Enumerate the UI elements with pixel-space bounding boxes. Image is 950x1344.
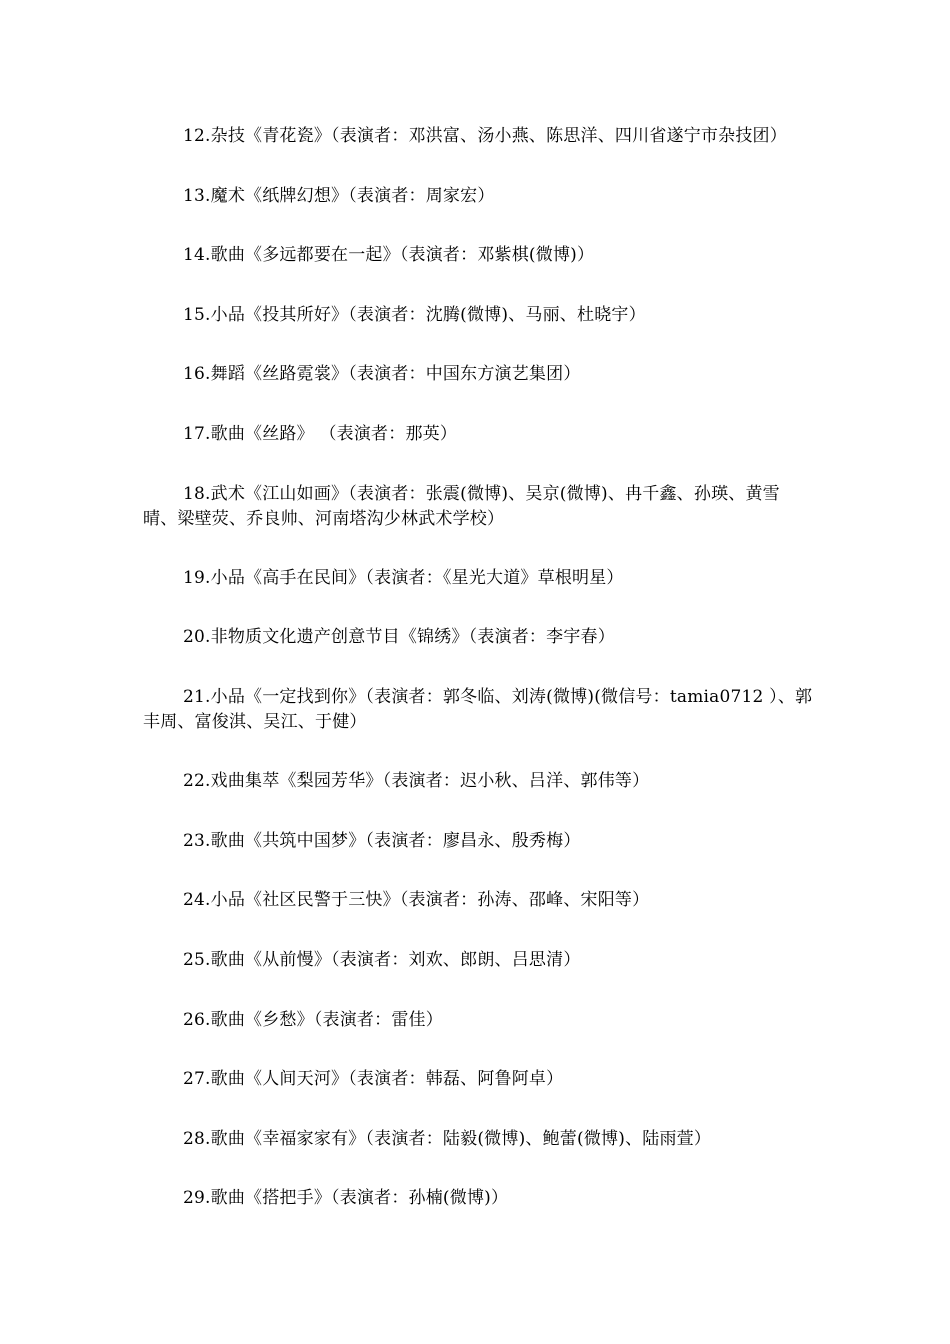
program-item-14: 14.歌曲《多远都要在一起》（表演者：邓紫棋(微博)） [183,245,595,265]
program-item-27: 27.歌曲《人间天河》（表演者：韩磊、阿鲁阿卓） [183,1069,564,1089]
program-item-25: 25.歌曲《从前慢》（表演者：刘欢、郎朗、吕思清） [183,950,581,970]
program-item-23: 23.歌曲《共筑中国梦》（表演者：廖昌永、殷秀梅） [183,831,581,851]
program-item-26: 26.歌曲《乡愁》（表演者：雷佳） [183,1010,443,1030]
program-item-19: 19.小品《高手在民间》（表演者：《星光大道》草根明星） [183,568,624,588]
program-item-15: 15.小品《投其所好》（表演者：沈腾(微博)、马丽、杜晓宇） [183,305,646,325]
program-item-29: 29.歌曲《搭把手》（表演者：孙楠(微博)） [183,1188,509,1208]
program-item-21: 21.小品《一定找到你》（表演者：郭冬临、刘涛(微博)(微信号：tamia0712 ）、郭丰周、富俊淇、吴江、于健） [143,687,813,732]
program-item-13: 13.魔术《纸牌幻想》（表演者：周家宏） [183,186,495,206]
program-item-16: 16.舞蹈《丝路霓裳》（表演者：中国东方演艺集团） [183,364,581,384]
program-item-24: 24.小品《社区民警于三快》（表演者：孙涛、邵峰、宋阳等） [183,890,650,910]
program-item-20: 20.非物质文化遗产创意节目《锦绣》（表演者：李宇春） [183,627,615,647]
program-item-18: 18.武术《江山如画》（表演者：张震(微博)、吴京(微博)、冉千鑫、孙瑛、黄雪晴、梁壁荧、乔良帅、河南塔沟少林武术学校） [143,484,780,529]
program-item-28: 28.歌曲《幸福家家有》（表演者：陆毅(微博)、鲍蕾(微博)、陆雨萱） [183,1129,712,1149]
program-item-22: 22.戏曲集萃《梨园芳华》（表演者：迟小秋、吕洋、郭伟等） [183,771,650,791]
program-item-12: 12.杂技《青花瓷》（表演者：邓洪富、汤小燕、陈思洋、四川省遂宁市杂技团） [183,126,787,146]
program-item-17: 17.歌曲《丝路》 （表演者：那英） [183,424,458,444]
